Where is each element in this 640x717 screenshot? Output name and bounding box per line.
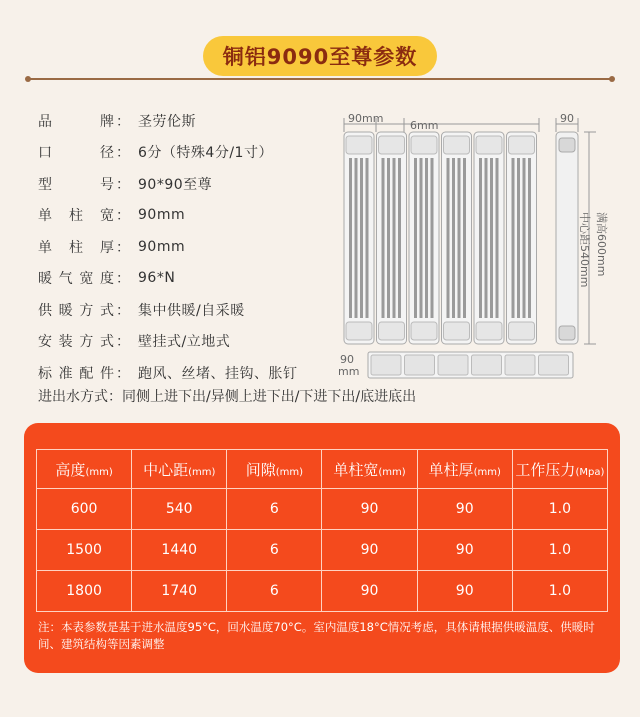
radiator-column xyxy=(507,132,537,344)
spec-row xyxy=(38,294,338,326)
spec-label-char: 口 xyxy=(38,145,52,162)
radiator-column xyxy=(409,132,439,344)
spec-label-char: 号 xyxy=(100,176,114,193)
table-cell: 90 xyxy=(417,489,512,530)
gap-dim-label: 6mm xyxy=(410,119,439,132)
spec-value: 集中供暖/自采暖 xyxy=(138,302,245,319)
width-dim-label: 90mm xyxy=(348,112,384,125)
spec-row xyxy=(38,200,338,232)
radiator-column xyxy=(474,132,504,344)
center-distance-label: 中心距540mm xyxy=(578,212,591,288)
spec-label xyxy=(38,300,130,320)
table-cell: 1.0 xyxy=(512,489,607,530)
spec-value: 6分（特殊4分/1寸） xyxy=(138,145,273,162)
table-cell: 90 xyxy=(417,530,512,571)
bottom-dim-unit: mm xyxy=(338,365,360,378)
spec-value: 跑风、丝堵、挂钩、胀钉 xyxy=(138,365,298,382)
header-name: 工作压力 xyxy=(515,460,576,479)
header-name: 单柱宽 xyxy=(333,460,379,479)
bottom-segment xyxy=(505,355,535,375)
table-cell: 1.0 xyxy=(512,530,607,571)
spec-value: 圣劳伦斯 xyxy=(138,113,196,130)
spec-value: 90mm xyxy=(138,238,186,255)
spec-label-char: 配 xyxy=(79,365,94,382)
spec-label-char: 安 xyxy=(38,334,52,351)
spec-label-char: 准 xyxy=(58,365,73,382)
spec-label xyxy=(38,268,130,288)
spec-value: 90mm xyxy=(138,207,186,224)
spec-label-char: 供 xyxy=(38,302,52,319)
header-unit: (mm) xyxy=(85,466,113,478)
table-header-cell xyxy=(417,450,512,489)
header-name: 单柱厚 xyxy=(428,460,474,479)
table-cell: 1740 xyxy=(132,571,227,612)
table-body xyxy=(37,489,608,612)
header-name: 间隙 xyxy=(245,460,276,479)
table-cell: 90 xyxy=(322,489,417,530)
spec-row xyxy=(38,168,338,200)
table-cell: 1500 xyxy=(37,530,132,571)
table-row xyxy=(37,530,608,571)
spec-label-char: 柱 xyxy=(69,208,83,225)
spec-label xyxy=(38,205,130,225)
spec-row xyxy=(38,263,338,295)
header-unit: (Mpa) xyxy=(575,466,605,478)
divider-dot-right xyxy=(609,76,615,82)
spec-label-char: 单 xyxy=(38,208,52,225)
table-cell: 1.0 xyxy=(512,571,607,612)
header-unit: (mm) xyxy=(275,466,304,478)
table-header-cell xyxy=(37,450,132,489)
bottom-segment xyxy=(405,355,435,375)
radiator-bottom-view xyxy=(368,352,573,378)
table-note: 注：本表参数是基于进水温度95°C，回水温度70°C。室内温度18°C情况考虑，具体请根据供暖温度、供暖时间、建筑结构等因素调整 xyxy=(38,620,595,651)
spec-label-colon: ： xyxy=(116,239,130,256)
spec-label-char: 径 xyxy=(100,145,114,162)
spec-label-colon: ： xyxy=(116,208,130,225)
header-unit: (mm) xyxy=(188,466,216,478)
spec-value: 90*90至尊 xyxy=(138,176,213,193)
table-header-cell xyxy=(512,450,607,489)
spec-label-char: 气 xyxy=(58,271,73,288)
spec-row xyxy=(38,326,338,358)
spec-label-char: 柱 xyxy=(69,239,83,256)
table-cell: 6 xyxy=(227,489,322,530)
bottom-dim-label: 90 xyxy=(340,353,354,366)
spec-label-colon: ： xyxy=(116,365,130,382)
spec-label-char: 暖 xyxy=(58,302,73,319)
table-header-cell xyxy=(322,450,417,489)
table-cell: 540 xyxy=(132,489,227,530)
radiator-column xyxy=(442,132,472,344)
title-banner xyxy=(0,36,640,82)
spec-label-colon: ： xyxy=(116,334,130,351)
page-title: 铜铝9090至尊参数 xyxy=(203,36,437,76)
spec-label-char: 标 xyxy=(38,365,52,382)
table-header-row xyxy=(37,450,608,489)
table-cell: 90 xyxy=(322,571,417,612)
spec-label xyxy=(38,331,130,351)
table-cell: 1800 xyxy=(37,571,132,612)
table-cell: 6 xyxy=(227,571,322,612)
spec-row xyxy=(38,137,338,169)
table-header-cell xyxy=(132,450,227,489)
spec-label-char: 装 xyxy=(58,334,73,351)
table-cell: 1440 xyxy=(132,530,227,571)
table-cell: 600 xyxy=(37,489,132,530)
bottom-segment xyxy=(472,355,502,375)
table-header-cell xyxy=(227,450,322,489)
flow-value: 同侧上进下出/异侧上进下出/下进下出/底进底出 xyxy=(122,389,417,405)
header-unit: (mm) xyxy=(473,466,501,478)
radiator-column xyxy=(344,132,374,344)
spec-label-char: 厚 xyxy=(100,239,114,256)
spec-label xyxy=(38,174,130,194)
spec-label xyxy=(38,237,130,257)
spec-label xyxy=(38,111,130,131)
divider-dot-left xyxy=(25,76,31,82)
table-cell: 90 xyxy=(322,530,417,571)
spec-label-char: 暖 xyxy=(38,271,52,288)
title-divider xyxy=(28,78,612,80)
table-cell: 90 xyxy=(417,571,512,612)
full-height-label: 满高600mm xyxy=(595,212,608,277)
spec-label-colon: ： xyxy=(116,271,130,288)
side-width-label: 90 xyxy=(560,112,574,125)
bottom-segment xyxy=(438,355,468,375)
spec-table xyxy=(36,449,608,612)
header-unit: (mm) xyxy=(378,466,406,478)
spec-row xyxy=(38,231,338,263)
spec-label-char: 方 xyxy=(79,334,94,351)
radiator-side-view xyxy=(556,132,578,344)
header-name: 中心距 xyxy=(143,460,189,479)
flow-label: 进出水方式： xyxy=(38,389,122,405)
spec-label-char: 型 xyxy=(38,176,52,193)
spec-label-char: 品 xyxy=(38,113,52,130)
table-cell: 6 xyxy=(227,530,322,571)
spec-table-card xyxy=(24,423,620,673)
spec-label-colon: ： xyxy=(116,145,130,162)
spec-label-char: 件 xyxy=(99,365,114,382)
header-name: 高度 xyxy=(55,460,86,479)
spec-row xyxy=(38,357,338,389)
radiator-diagram xyxy=(334,112,624,392)
table-row xyxy=(37,571,608,612)
spec-list xyxy=(38,105,338,389)
spec-value: 壁挂式/立地式 xyxy=(138,334,231,351)
spec-label-colon: ： xyxy=(116,113,130,130)
spec-label-colon: ： xyxy=(116,302,130,319)
spec-label-char: 方 xyxy=(79,302,94,319)
table-row xyxy=(37,489,608,530)
spec-label-char: 牌 xyxy=(100,113,114,130)
spec-label xyxy=(38,363,130,383)
bottom-segment xyxy=(371,355,401,375)
spec-label-char: 宽 xyxy=(100,208,114,225)
radiator-column xyxy=(377,132,407,344)
spec-label-colon: ： xyxy=(116,176,130,193)
spec-label-char: 度 xyxy=(99,271,114,288)
spec-label xyxy=(38,142,130,162)
spec-label-char: 宽 xyxy=(79,271,94,288)
bottom-segment xyxy=(539,355,569,375)
spec-value: 96*N xyxy=(138,270,176,287)
spec-label-char: 式 xyxy=(99,334,114,351)
spec-label-char: 式 xyxy=(99,302,114,319)
spec-label-char: 单 xyxy=(38,239,52,256)
radiator-columns xyxy=(344,132,537,344)
spec-row xyxy=(38,105,338,137)
